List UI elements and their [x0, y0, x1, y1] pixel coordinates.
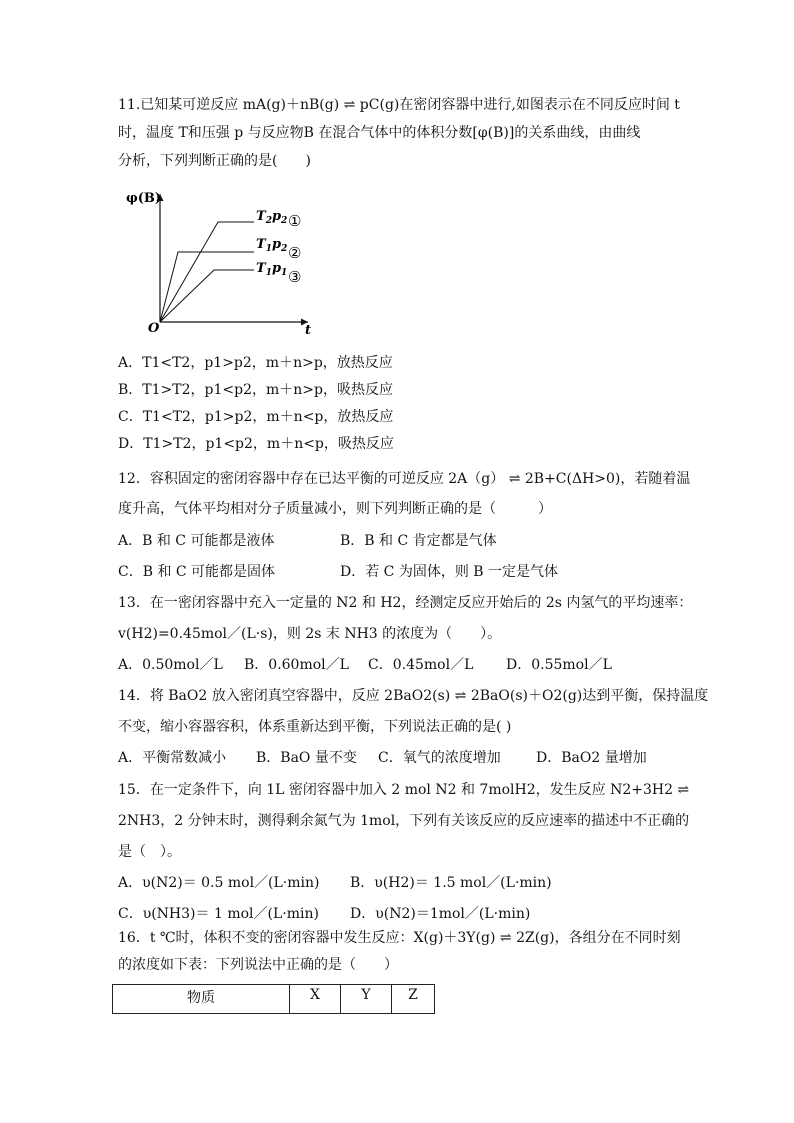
- q15-line1: 15．在一定条件下，向 1L 密闭容器中加入 2 mol N2 和 7molH2，发生反应 N2+3H2 ⇌: [118, 782, 690, 798]
- q12-option-a: A．B 和 C 可能都是液体: [118, 533, 275, 549]
- q11-option-d: D．T1>T2，p1<p2，m＋n<p，吸热反应: [118, 436, 394, 452]
- q11-line2: 时，温度 T和压强 p 与反应物B 在混合气体中的体积分数[φ(B)]的关系曲线，由曲线: [118, 125, 641, 141]
- curve-3-label: $T_1p_1$: [256, 261, 288, 278]
- q14-line1: 14．将 BaO2 放入密闭真空容器中，反应 2BaO2(s) ⇌ 2BaO(s)＋O2(g)达到平衡，保持温度: [118, 688, 709, 704]
- q15-line3: 是（ ）。: [118, 844, 181, 860]
- q16-line2: 的浓度如下表：下列说法中正确的是（ ）: [118, 957, 398, 973]
- q12-line1: 12．容积固定的密闭容器中存在已达平衡的可逆反应 2A（g） ⇌ 2B+C(ΔH>0)，若随着温: [118, 471, 691, 487]
- q14-line2: 不变，缩小容器容积，体系重新达到平衡，下列说法正确的是( ): [118, 719, 512, 735]
- q14-option-b: B．BaO 量不变: [256, 750, 357, 766]
- table-header-cell: Y: [341, 985, 392, 1014]
- q14-option-c: C．氧气的浓度增加: [378, 750, 501, 766]
- q11-option-a: A．T1<T2，p1>p2，m＋n>p，放热反应: [118, 355, 393, 371]
- curve-2-label: $T_1p_2$: [256, 237, 288, 254]
- q15-option-d: D．υ(N2)＝1mol／(L·min): [350, 906, 531, 922]
- q12-option-b: B．B 和 C 肯定都是气体: [340, 533, 497, 549]
- q11-option-c: C．T1<T2，p1>p2，m＋n<p，放热反应: [118, 409, 394, 425]
- q15-line2: 2NH3，2 分钟末时，测得剩余氮气为 1mol，下列有关该反应的反应速率的描述中不正确的: [118, 813, 690, 829]
- table-header-cell: X: [290, 985, 341, 1014]
- q13-line2: v(H2)=0.45mol／(L·s)，则 2s 末 NH3 的浓度为（ ）。: [118, 626, 502, 642]
- origin-label: O: [148, 321, 160, 336]
- q12-option-d: D．若 C 为固体，则 B 一定是气体: [340, 564, 559, 580]
- q11-line1: 11.已知某可逆反应 mA(g)＋nB(g) ⇌ pC(g)在密闭容器中进行,如图表示在不同反应时间 t: [118, 97, 680, 113]
- table-header-cell: Z: [392, 985, 435, 1014]
- q11-option-b: B．T1>T2，p1<p2，m＋n>p，吸热反应: [118, 382, 393, 398]
- curve-3-marker: ③: [288, 268, 302, 286]
- q13-line1: 13．在一密闭容器中充入一定量的 N2 和 H2，经测定反应开始后的 2s 内氢气的平均速率：: [118, 595, 693, 611]
- q13-option-a: A．0.50mol／L: [118, 657, 223, 673]
- curve-3: [160, 270, 254, 322]
- q13-option-b: B．0.60mol／L: [244, 657, 349, 673]
- table-header-cell: 物质: [113, 985, 290, 1014]
- q13-option-d: D．0.55mol／L: [506, 657, 612, 673]
- q15-option-b: B．υ(H2)＝ 1.5 mol／(L·min): [350, 875, 552, 891]
- curve-2-marker: ②: [288, 244, 302, 262]
- q12-line2: 度升高，气体平均相对分子质量减小，则下列判断正确的是（ ）: [118, 501, 552, 517]
- q15-option-a: A．υ(N2)＝ 0.5 mol／(L·min): [118, 875, 320, 891]
- curve-1-label: $T_2p_2$: [256, 209, 288, 226]
- q12-option-c: C．B 和 C 可能都是固体: [118, 564, 276, 580]
- q11-graph: [118, 182, 328, 340]
- q13-option-c: C．0.45mol／L: [368, 657, 474, 673]
- table-header-row: [113, 985, 435, 1014]
- q16-line1: 16．t ℃时，体积不变的密闭容器中发生反应：X(g)＋3Y(g) ⇌ 2Z(g)，各组分在不同时刻: [118, 930, 681, 946]
- q15-option-c: C．υ(NH3)＝ 1 mol／(L·min): [118, 906, 319, 922]
- q16-table: [112, 984, 435, 1014]
- x-axis-label: t: [305, 323, 312, 338]
- curve-1: [160, 222, 254, 322]
- y-axis-label: φ(B): [126, 191, 162, 206]
- q11-line3: 分析，下列判断正确的是( ): [118, 153, 311, 169]
- q14-option-a: A．平衡常数减小: [118, 750, 227, 766]
- curve-1-marker: ①: [288, 212, 302, 230]
- q14-option-d: D．BaO2 量增加: [536, 750, 647, 766]
- curve-2: [160, 252, 254, 322]
